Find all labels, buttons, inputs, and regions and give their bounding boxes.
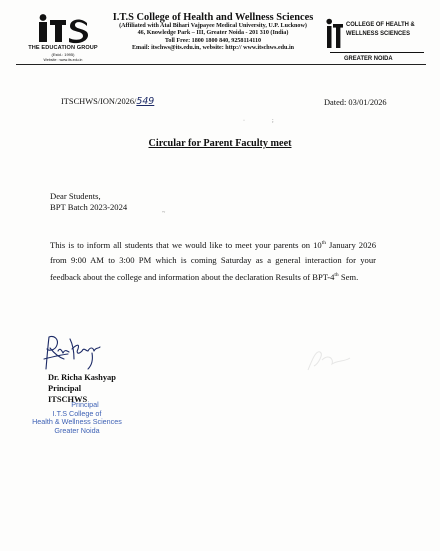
affiliation: (Affiliated with Atal Bihari Vajpayee Medical University, U.P. Lucknow) <box>119 23 307 29</box>
header-rule <box>16 64 426 65</box>
bleed-through-mark-icon <box>300 340 360 380</box>
circular-body <box>50 236 376 286</box>
logo-right-city: GREATER NOIDA <box>344 55 393 62</box>
stamp-line1: Principal <box>71 400 99 409</box>
address: 46, Knowledge Park – III, Greater Noida - 201 310 (India) <box>137 30 289 37</box>
salutation-line1: Dear Students, <box>50 191 101 201</box>
its-monogram-icon <box>326 18 344 50</box>
principal-stamp <box>22 401 132 435</box>
logo-right-line1: COLLEGE OF HEALTH & <box>346 21 415 28</box>
stamp-line3: Health & Wellness Sciences <box>32 417 122 427</box>
salutation-line2: BPT Batch 2023-2024 <box>50 202 128 212</box>
logo-group-text: THE EDUCATION GROUP <box>28 45 98 51</box>
email-website: Email: itschws@its.edu.in, website: http:// www.itschws.edu.in <box>131 45 295 52</box>
stamp-line4: Greater Noida <box>54 425 100 435</box>
body-part2: January 2026 from 9:00 AM to 3:00 PM which is coming Saturday as a general interaction for your feedback about the college and information about the declaration Results of BPT-4 <box>50 239 376 283</box>
signatory-designation: Principal <box>48 384 82 393</box>
logo-right-divider <box>330 52 424 53</box>
body-superscript-1: th <box>321 240 327 246</box>
its-education-group-logo <box>20 14 106 62</box>
stamp-line2: I.T.S College of <box>52 408 102 418</box>
salutation <box>50 191 127 213</box>
reference-number <box>61 96 154 107</box>
signatory-org: ITSCHWS <box>48 395 88 404</box>
logo-website: Website : www.its.edu.in <box>43 58 83 62</box>
its-logo-mark-icon <box>37 14 89 44</box>
handwritten-signature-icon <box>38 329 110 375</box>
body-part3: Sem. <box>338 272 359 283</box>
date: Dated: 03/01/2026 <box>324 98 387 107</box>
body-part1: This is to inform all students that we would like to meet your parents on 10 <box>50 239 322 250</box>
logo-established: (Estd.: 1995) <box>51 52 75 57</box>
speck-mark: ~ <box>162 210 166 216</box>
signatory-name: Dr. Richa Kashyap <box>48 373 116 382</box>
speck-mark: · <box>243 118 245 124</box>
reference-handwritten-number: 549 <box>136 96 155 107</box>
speck-mark: ; <box>272 118 274 124</box>
phone: Toll Free: 1800 1800 840, 9258114110 <box>164 37 262 44</box>
body-superscript-2: th <box>334 272 339 279</box>
logo-right-line2: WELLNESS SCIENCES <box>346 30 410 37</box>
college-name: I.T.S College of Health and Wellness Sciences <box>112 12 314 23</box>
circular-title: Circular for Parent Faculty meet <box>148 138 292 149</box>
reference-prefix: ITSCHWS/ION/2026/ <box>61 97 137 106</box>
letterhead-text <box>106 12 320 53</box>
logo-right-title <box>346 20 415 38</box>
